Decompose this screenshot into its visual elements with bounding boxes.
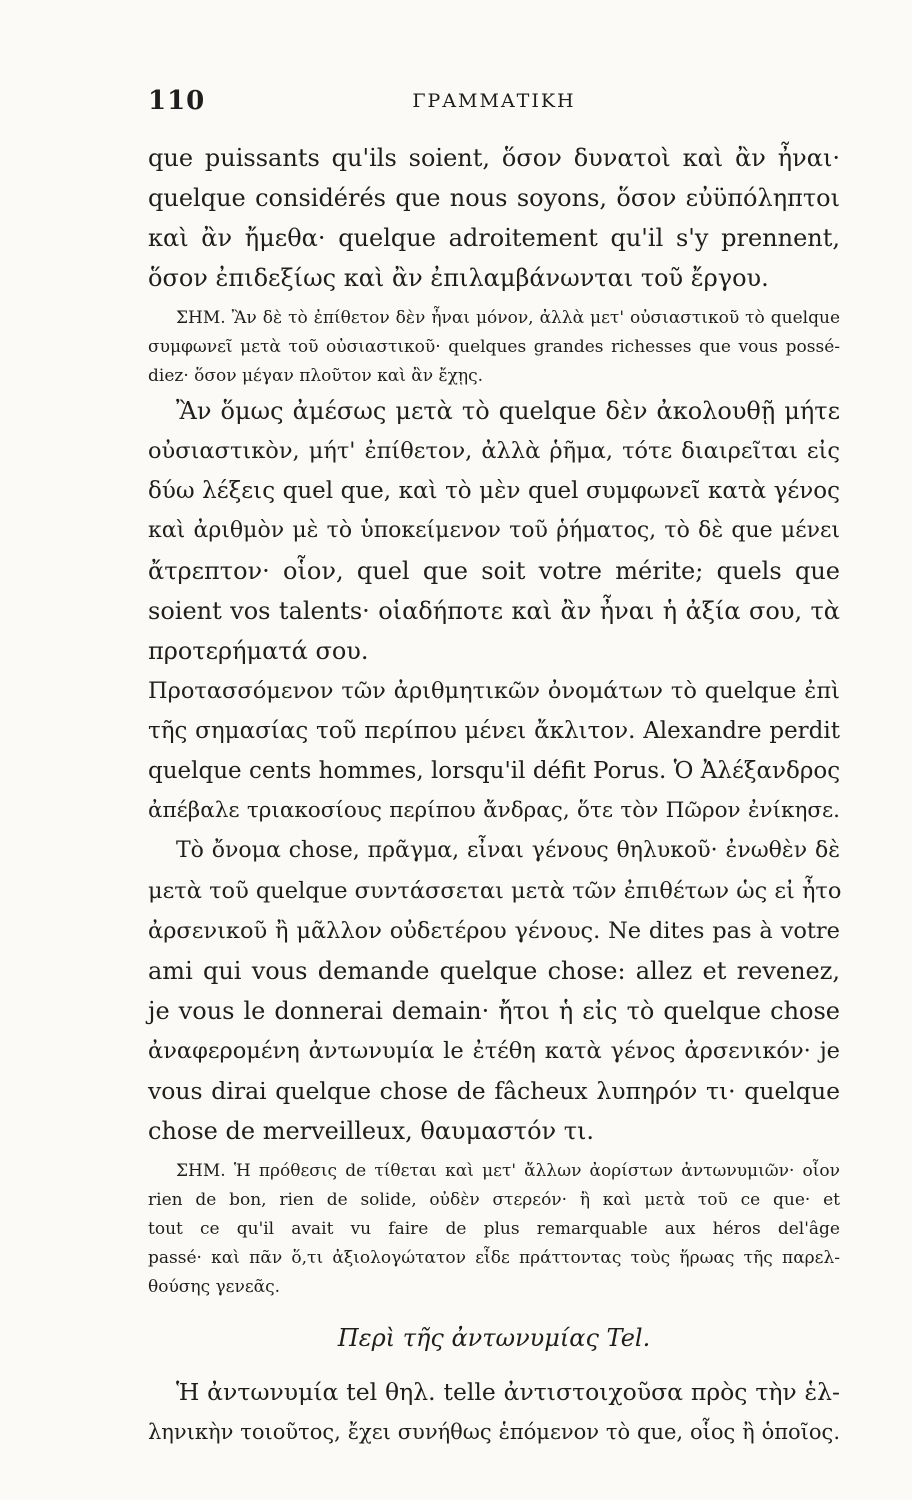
text-line: quelque cents hommes, lorsqu'il défit Porus. Ὁ Ἀλέξανδρος <box>148 758 841 784</box>
text-line: καὶ ἂν ἤμεθα· quelque adroitement qu'il s'y prennent, <box>148 224 840 252</box>
text-line: soient vos talents· οἱαδήποτε καὶ ἂν ἦναι ἡ ἀξία σου, τὰ <box>148 597 840 625</box>
note-line: θούσης γενεᾶς. <box>148 1277 281 1297</box>
text-line: ἀπέβαλε τριακοσίους περίπου ἄνδρας, ὅτε τὸν Πῶρον ἐνίκησε. <box>148 798 840 823</box>
text-line: μετὰ τοῦ quelque συντάσσεται μετὰ τῶν ἐπιθέτων ὡς εἰ ἦτο <box>148 878 842 904</box>
text-line: ami qui vous demande quelque chose: allez et revenez, <box>148 957 840 985</box>
text-line: ἀναφερομένη ἀντωνυμία le ἐτέθη κατὰ γένος ἀρσενικόν· je <box>148 1038 840 1064</box>
text-line: καὶ ἀριθμὸν μὲ τὸ ὑποκείμενον τοῦ ῥήματος, τὸ δὲ que μένει <box>148 518 840 543</box>
page-body <box>148 138 840 1452</box>
text-line: Ἂν ὅμως ἀμέσως μετὰ τὸ quelque δὲν ἀκολουθῇ μήτε <box>176 397 840 425</box>
text-line: chose de merveilleux, θαυμαστόν τι. <box>148 1117 595 1145</box>
text-line: ληνικὴν τοιοῦτος, ἔχει συνήθως ἑπόμενον τὸ que, οἷος ἢ ὁποῖος. <box>148 1420 840 1444</box>
paragraph-4 <box>148 831 840 1151</box>
text-line: quelque considérés que nous soyons, ὅσον εὐϋπόληπτοι <box>148 184 840 212</box>
text-line: ὅσον ἐπιδεξίως καὶ ἂν ἐπιλαμβάνωνται τοῦ ἔργου. <box>148 264 769 292</box>
page-header <box>148 86 840 126</box>
paragraph-5 <box>148 1372 840 1452</box>
text-line: οὐσιαστικὸν, μήτ' ἐπίθετον, ἀλλὰ ῥῆμα, τότε διαιρεῖται εἰς <box>148 438 840 464</box>
note-line: passé· καὶ πᾶν ὅ,τι ἀξιολογώτατον εἶδε πράττοντας τοὺς ἥρωας τῆς παρελ- <box>148 1248 840 1268</box>
note-2 <box>148 1157 840 1302</box>
note-line: ΣΗΜ. Ἡ πρόθεσις de τίθεται καὶ μετ' ἄλλων ἀορίστων ἀντωνυμιῶν· οἷον <box>176 1161 840 1181</box>
text-line: δύω λέξεις quel que, καὶ τὸ μὲν quel συμφωνεῖ κατὰ γένος <box>148 478 840 504</box>
text-line: je vous le donnerai demain· ἤτοι ἡ εἰς τὸ quelque chose <box>148 997 840 1025</box>
note-line: tout ce qu'il avait vu faire de plus remarquable aux héros del'âge <box>148 1219 840 1239</box>
section-title: Περὶ τῆς ἀντωνυμίας Tel. <box>337 1324 651 1352</box>
note-line: rien de bon, rien de solide, οὐδὲν στερεόν· ἢ καὶ μετὰ τοῦ ce que· et <box>148 1190 840 1210</box>
text-line: ἀρσενικοῦ ἢ μᾶλλον οὐδετέρου γένους. Ne dites pas à votre <box>148 918 840 944</box>
text-line: προτερήματά σου. <box>148 637 369 665</box>
text-line: vous dirai quelque chose de fâcheux λυπηρόν τι· quelque <box>148 1077 840 1105</box>
page-number: 110 <box>148 86 206 116</box>
paragraph-2 <box>148 391 840 671</box>
text-line: que puissants qu'ils soient, ὅσον δυνατοὶ καὶ ἂν ἦναι· <box>148 144 840 172</box>
paragraph-1 <box>148 138 840 298</box>
note-1 <box>148 304 840 391</box>
note-line: συμφωνεῖ μετὰ τοῦ οὐσιαστικοῦ· quelques grandes richesses que vous possé- <box>148 337 840 357</box>
running-title: ΓΡΑΜΜΑΤΙΚΗ <box>412 90 576 112</box>
text-line: ἄτρεπτον· οἷον, quel que soit votre mérite; quels que <box>148 557 840 585</box>
text-line: Προτασσόμενον τῶν ἀριθμητικῶν ὀνομάτων τὸ quelque ἐπὶ <box>148 678 840 704</box>
text-line: Τὸ ὄνομα chose, πρᾶγμα, εἶναι γένους θηλυκοῦ· ἐνωθὲν δὲ <box>176 838 840 863</box>
paragraph-3 <box>148 671 840 831</box>
text-line: τῆς σημασίας τοῦ περίπου μένει ἄκλιτον. Alexandre perdit <box>148 718 840 744</box>
note-line: diez· ὅσον μέγαν πλοῦτον καὶ ἂν ἔχῃς. <box>148 366 484 386</box>
text-line: Ἡ ἀντωνυμία tel θηλ. telle ἀντιστοιχοῦσα πρὸς τὴν ἑλ- <box>176 1378 840 1406</box>
note-line: ΣΗΜ. Ἂν δὲ τὸ ἐπίθετον δὲν ἦναι μόνον, ἀλλὰ μετ' οὐσιαστικοῦ τὸ quelque <box>176 308 840 328</box>
